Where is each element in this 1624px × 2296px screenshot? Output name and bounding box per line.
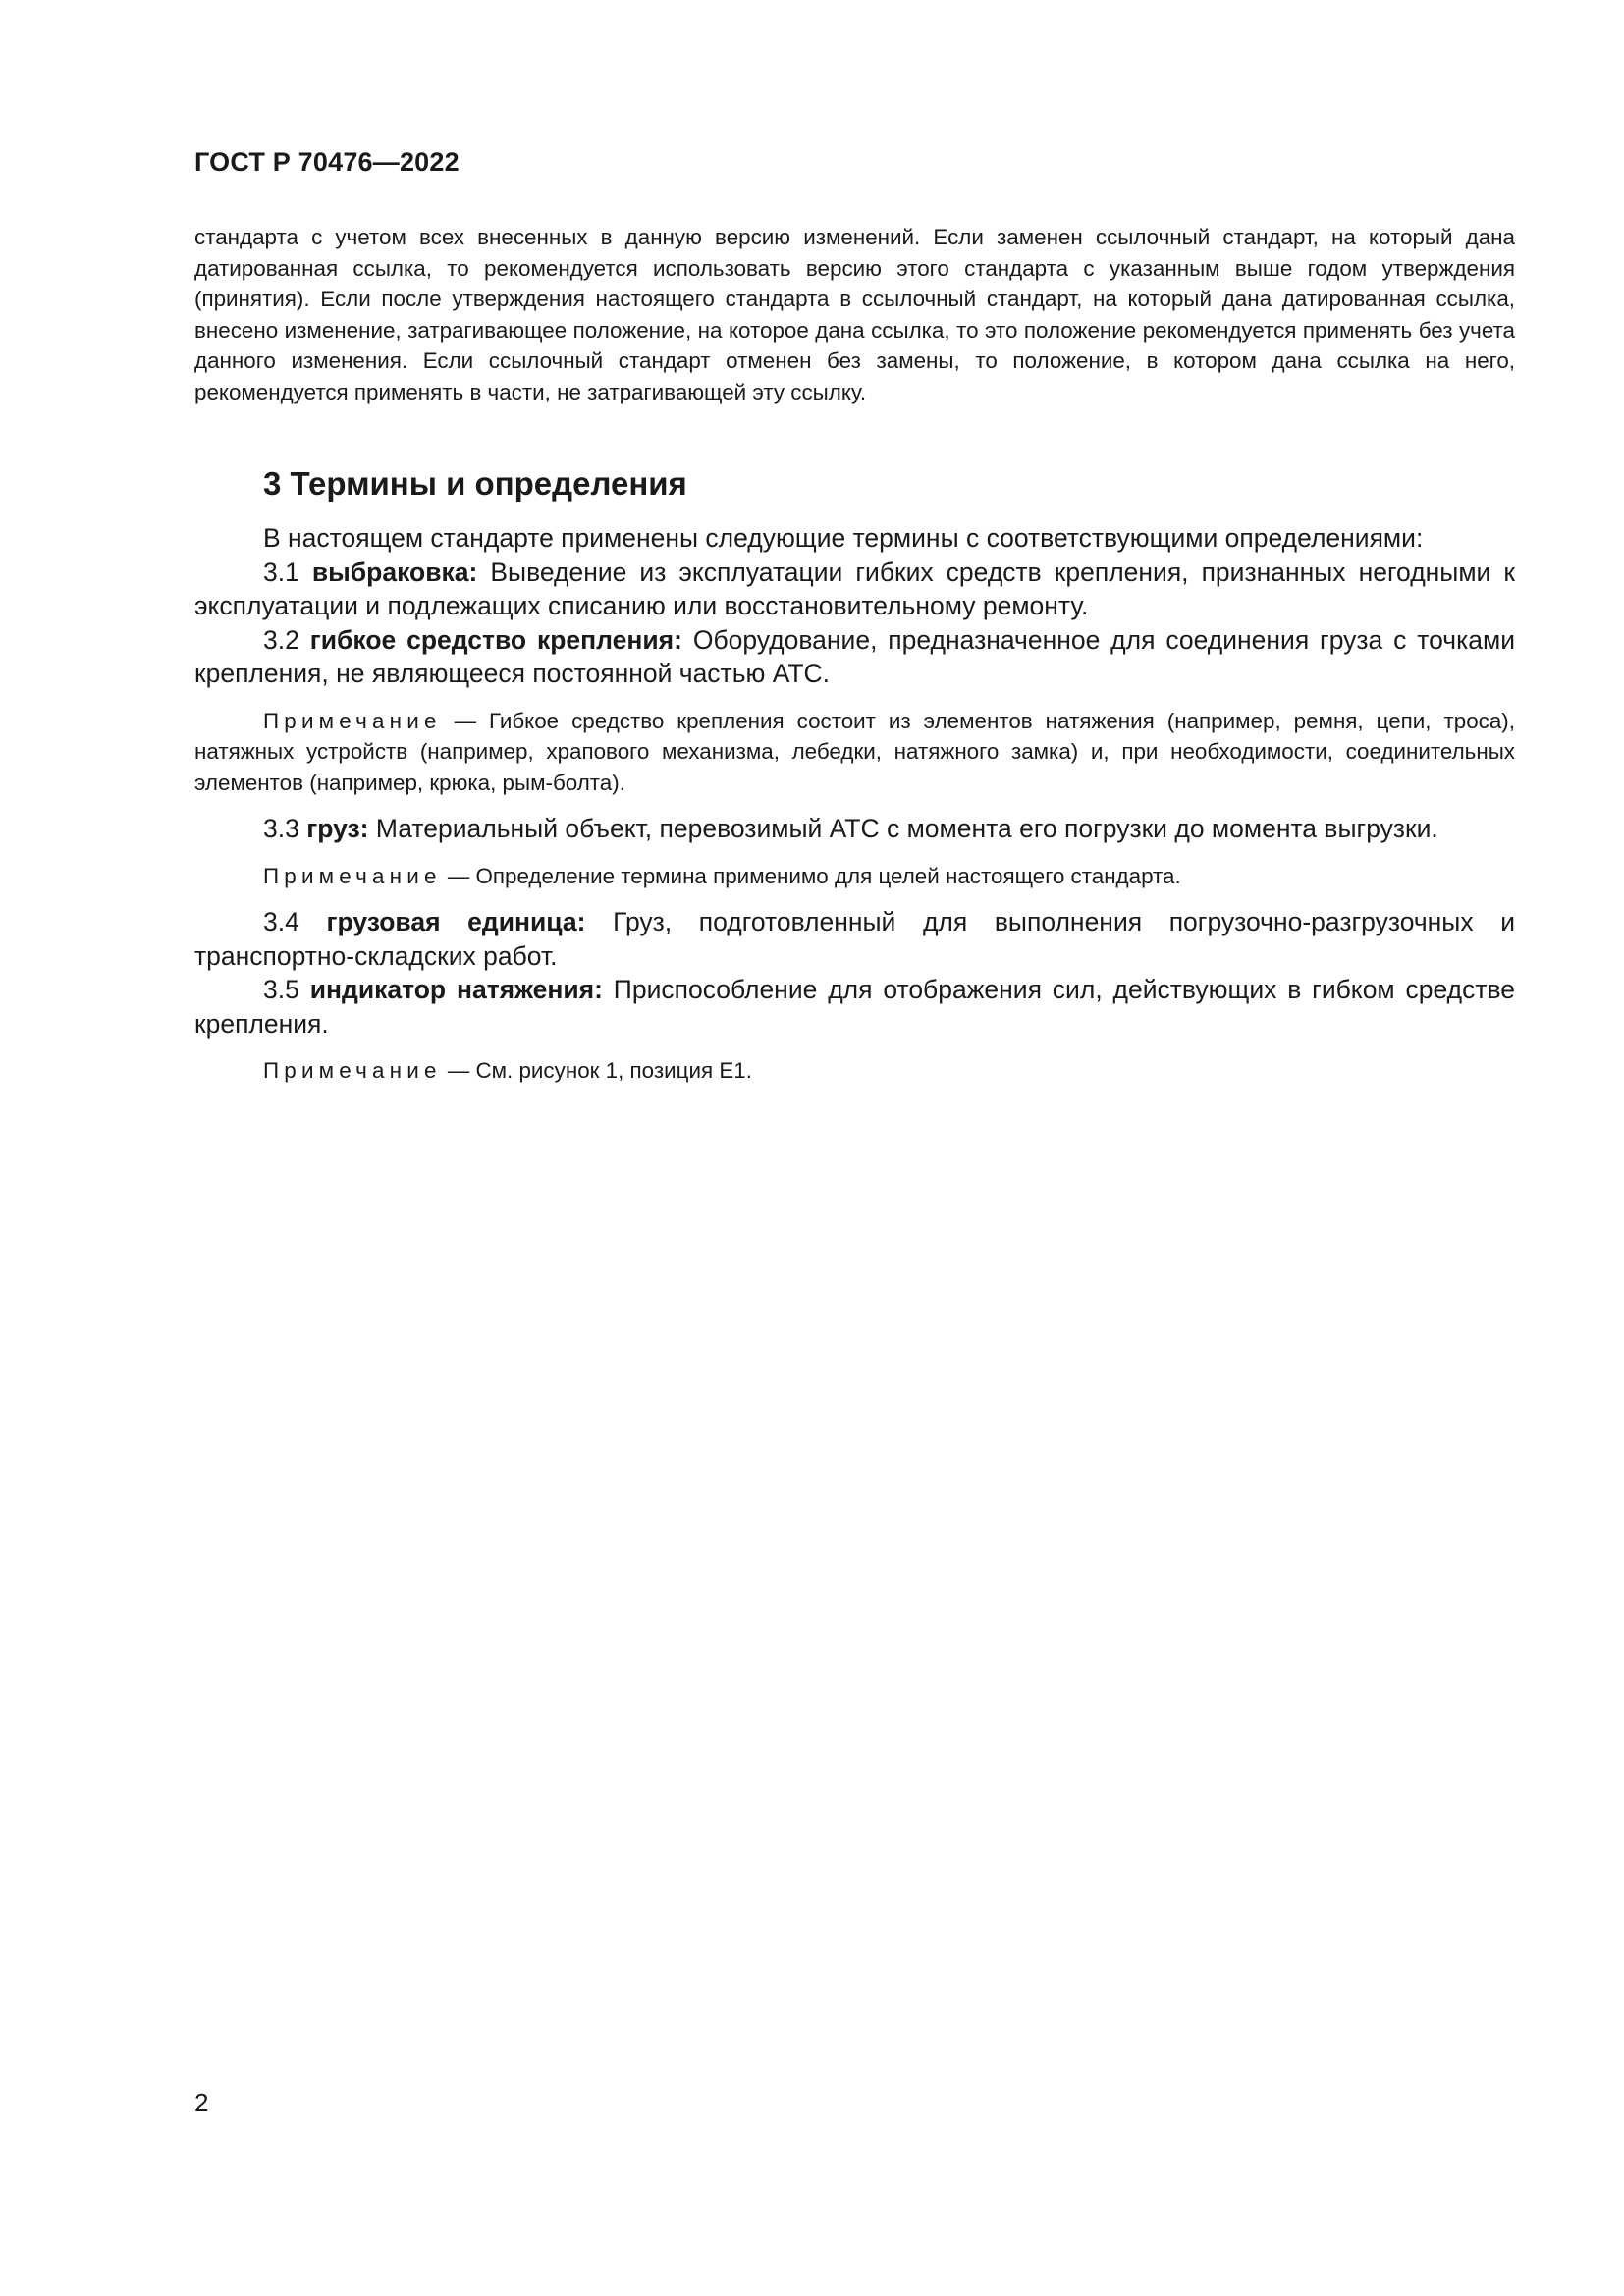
term-definition: Оборудование, предназначенное для соединения груза с точками крепления, не являющееся постоянной частью АТС.: [194, 624, 1515, 688]
term-name: гибкое средство крепления:: [309, 624, 682, 655]
term-definition: Приспособление для отображения сил, действующих в гибком средстве крепления.: [194, 975, 1516, 1039]
document-header: ГОСТ Р 70476—2022: [194, 147, 460, 177]
note-label: Примечание: [263, 1058, 442, 1083]
page-number: 2: [194, 2088, 209, 2117]
term-entry-3-5: [194, 973, 1515, 1041]
term-definition: Материальный объект, перевозимый АТС с момента его погрузки до момента выгрузки.: [375, 814, 1438, 843]
note-text: Определение термина применимо для целей настоящего стандарта.: [475, 863, 1181, 888]
term-number: 3.1: [263, 557, 299, 587]
note-3-2: [194, 706, 1515, 799]
note-dash: —: [454, 708, 476, 733]
term-name: груз:: [306, 814, 369, 843]
term-definition: Груз, подготовленный для выполнения погрузочно-разгрузочных и транспортно-складских работ.: [194, 907, 1515, 971]
section-body: [194, 521, 1515, 1087]
term-entry-3-4: [194, 905, 1515, 973]
note-label: Примечание: [263, 708, 442, 733]
term-name: грузовая единица:: [326, 907, 586, 936]
note-text: Гибкое средство крепления состоит из элементов натяжения (например, ремня, цепи, троса), натяжных устройств (например, храпового механизма, лебедки, натяжного замка) и, при необходимости, соединительных элементов (например, крюка, рым-болта).: [194, 708, 1515, 795]
term-number: 3.5: [263, 975, 299, 1004]
note-3-5: [194, 1055, 1515, 1087]
term-name: выбраковка:: [311, 557, 478, 587]
term-number: 3.4: [263, 907, 299, 936]
intro-paragraph: стандарта с учетом всех внесенных в данную версию изменений. Если заменен ссылочный стандарт, на который дана датированная ссылка, то рекомендуется использовать версию этого стандарта с указанным выше годом утверждения (принятия). Если после утверждения настоящего стандарта в ссылочный стандарт, на который дана датированная ссылка, внесено изменение, затрагивающее положение, на которое дана ссылка, то это положение рекомендуется применять без учета данного изменения. Если ссылочный стандарт отменен без замены, то положение, в котором дана ссылка на него, рекомендуется применять в части, не затрагивающей эту ссылку.: [194, 225, 1515, 404]
note-label: Примечание: [263, 863, 442, 888]
note-3-3: [194, 861, 1515, 892]
section-lead: В настоящем стандарте применены следующие термины с соответствующими определениями:: [263, 523, 1424, 553]
term-entry-3-3: [194, 812, 1515, 846]
term-definition: Выведение из эксплуатации гибких средств крепления, признанных негодными к эксплуатации и подлежащих списанию или восстановительному ремонту.: [194, 557, 1515, 620]
term-entry-3-1: [194, 556, 1515, 623]
term-number: 3.2: [263, 624, 299, 655]
note-dash: —: [447, 863, 470, 888]
note-dash: —: [447, 1058, 470, 1083]
term-entry-3-2: [194, 623, 1515, 691]
section-title: 3 Термины и определения: [263, 465, 687, 502]
term-name: индикатор натяжения:: [309, 975, 603, 1004]
term-number: 3.3: [263, 814, 299, 843]
note-text: См. рисунок 1, позиция Е1.: [475, 1058, 752, 1083]
